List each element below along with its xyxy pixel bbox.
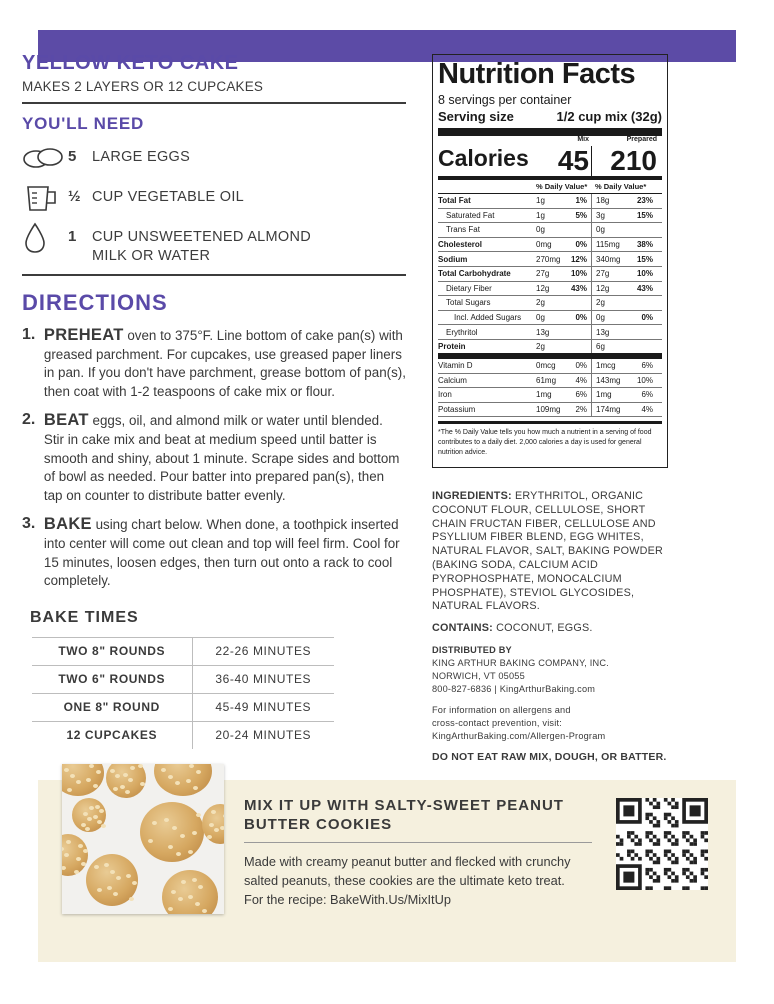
- prepared-amount: 6g: [591, 340, 629, 353]
- nutrient-row: [438, 374, 662, 389]
- distributor-contact: 800-827-6836 | KingArthurBaking.com: [432, 683, 596, 694]
- nutrient-row: [438, 296, 662, 311]
- step-head: BAKE: [43, 515, 92, 534]
- mix-dv: 10%: [570, 269, 587, 279]
- prepared-amount: 1mcg: [591, 359, 629, 373]
- nutrient-rows: [438, 194, 662, 417]
- nutrient-row: [438, 311, 662, 326]
- calories-prepared: 210: [610, 145, 657, 176]
- divider: [22, 274, 406, 276]
- prepared-amount: 174mg: [591, 403, 629, 417]
- prepared-dv: 6%: [641, 390, 653, 400]
- mix-amount: 109mg: [536, 405, 561, 415]
- nutrient-name: Iron: [438, 390, 452, 400]
- prepared-dv: 4%: [641, 405, 653, 415]
- directions-heading: DIRECTIONS: [22, 290, 168, 315]
- step-number: 2.: [22, 411, 36, 429]
- mix-amount: 0mg: [536, 240, 552, 250]
- prepared-column-label: Prepared: [626, 136, 657, 143]
- mix-dv: 43%: [570, 283, 587, 293]
- mix-amount: 0g: [536, 313, 545, 323]
- raw-dough-warning: DO NOT EAT RAW MIX, DOUGH, OR BATTER.: [432, 750, 667, 763]
- prepared-dv: 15%: [636, 254, 653, 264]
- step-number: 1.: [22, 326, 36, 343]
- ingredient-row: [22, 142, 406, 174]
- cookies-photo: [62, 764, 224, 914]
- step-number: 3.: [22, 515, 36, 533]
- prepared-amount: 12g: [591, 282, 629, 296]
- prepared-dv: 23%: [636, 196, 653, 206]
- prepared-amount: 3g: [591, 209, 629, 223]
- step-text: eggs, oil, and almond milk or water until blended. Stir in cake mix and beat at medium speed until batter is smooth and shiny, about 1 minute. Scrape sides and bottom of bowl as needed. Pour batter into prepared pan(s), then tap on counter to distribute batter evenly.: [43, 413, 400, 503]
- mix-dv: 4%: [575, 375, 587, 385]
- ingredient-row: [22, 182, 406, 214]
- mix-amount: 0mcg: [536, 361, 556, 371]
- allergen-block: [432, 704, 672, 743]
- prepared-amount: 0g: [591, 311, 629, 325]
- mix-amount: 13g: [536, 327, 550, 337]
- allergen-line: cross-contact prevention, visit:: [432, 717, 562, 728]
- contains-block: [432, 622, 672, 636]
- mix-amount: 1mg: [536, 390, 552, 400]
- promo-divider: [244, 842, 592, 843]
- mix-column-label: Mix: [577, 136, 589, 143]
- nutrient-row: [438, 325, 662, 340]
- mix-amount: 61mg: [536, 375, 557, 385]
- mix-amount: 0g: [536, 225, 545, 235]
- direction-step: [22, 515, 406, 590]
- nutrient-name: Dietary Fiber: [446, 283, 492, 293]
- nutrient-name: Protein: [438, 341, 466, 351]
- promo-title: MIX IT UP WITH SALTY-SWEET PEANUT BUTTER COOKIES: [244, 797, 564, 833]
- ingredient-text: CUP VEGETABLE OIL: [92, 189, 245, 205]
- nutrient-row: [438, 388, 662, 403]
- contains-label: CONTAINS:: [432, 622, 493, 635]
- ingredients-label: INGREDIENTS:: [432, 490, 512, 502]
- bake-times-heading: BAKE TIMES: [30, 608, 139, 626]
- mix-dv: 12%: [570, 254, 587, 264]
- daily-value-header: [438, 180, 662, 194]
- recipe-yield: MAKES 2 LAYERS OR 12 CUPCAKES: [22, 79, 264, 94]
- mix-amount: 27g: [536, 269, 550, 279]
- recipe-title: YELLOW KETO CAKE: [22, 52, 239, 74]
- nutrient-name: Incl. Added Sugars: [454, 313, 522, 323]
- nutrient-name: Total Fat: [438, 196, 471, 206]
- time-cell: 20-24 MINUTES: [215, 728, 312, 743]
- mix-dv: 0%: [575, 313, 587, 323]
- pan-cell: ONE 8" ROUND: [32, 693, 192, 721]
- contains-text: COCONUT, EGGS.: [492, 622, 593, 635]
- dv-label-mix: % Daily Value*: [536, 182, 588, 191]
- prepared-dv: 38%: [636, 240, 653, 250]
- nutrient-name: Trans Fat: [446, 225, 480, 235]
- nutrient-row: [438, 403, 662, 418]
- step-text: oven to 375°F. Line bottom of cake pan(s) with greased parchment. For cupcakes, use greased paper liners in pan. If you don't have parchment, grease bottom of pan(s), then coat with 1-2 teaspoons of cake mix or flour.: [43, 328, 406, 399]
- time-cell: 22-26 MINUTES: [192, 637, 334, 665]
- nutrient-name: Saturated Fat: [446, 210, 495, 220]
- eggs-icon: [22, 142, 68, 174]
- prepared-dv: 10%: [636, 375, 653, 385]
- mix-dv: 1%: [575, 196, 587, 206]
- prepared-amount: 115mg: [591, 238, 629, 252]
- nutrient-row: [438, 194, 662, 209]
- prepared-dv: 6%: [641, 361, 653, 371]
- table-row: [32, 637, 334, 665]
- table-row: [32, 665, 334, 693]
- ingredient-qty: 1: [68, 228, 77, 245]
- product-info: [432, 490, 672, 765]
- prepared-dv: 10%: [636, 269, 653, 279]
- step-head: PREHEAT: [43, 326, 124, 344]
- nutrient-row: [438, 223, 662, 238]
- prepared-amount: 27g: [591, 267, 629, 281]
- allergen-line: For information on allergens and: [432, 704, 571, 715]
- prepared-amount: 13g: [591, 325, 629, 339]
- prepared-amount: 18g: [591, 194, 629, 208]
- measuring-cup-icon: [22, 182, 68, 214]
- nutrition-facts-panel: [432, 54, 668, 468]
- distributor-block: [432, 644, 672, 696]
- prepared-amount: 1mg: [591, 388, 629, 402]
- bake-times-table: [32, 637, 334, 750]
- table-row: [32, 721, 334, 749]
- mix-amount: 12g: [536, 283, 550, 293]
- ingredient-text: LARGE EGGS: [92, 149, 191, 165]
- nutrient-row: [438, 252, 662, 267]
- serving-size-value: 1/2 cup mix (32g): [556, 109, 662, 124]
- prepared-amount: 143mg: [591, 374, 629, 388]
- pan-cell: TWO 6" ROUNDS: [32, 665, 192, 693]
- mix-amount: 2g: [536, 298, 545, 308]
- ingredient-text: CUP UNSWEETENED ALMOND MILK OR WATER: [92, 229, 312, 264]
- pan-cell: TWO 8" ROUNDS: [32, 637, 192, 665]
- step-head: BEAT: [43, 411, 89, 430]
- table-row: [32, 693, 334, 721]
- qr-code-icon[interactable]: [616, 798, 708, 890]
- recipe-column: [22, 52, 406, 749]
- mix-dv: 0%: [575, 361, 587, 371]
- nutrient-name: Calcium: [438, 375, 467, 385]
- direction-step: [22, 326, 406, 401]
- nutrition-footnote: *The % Daily Value tells you how much a nutrient in a serving of food contributes to a daily diet. 2,000 calories a day is used for general nutrition advice.: [438, 421, 662, 458]
- servings-per-container: 8 servings per container: [438, 93, 572, 107]
- nutrient-row: [438, 267, 662, 282]
- promo-body: Made with creamy peanut butter and flecked with crunchy salted peanuts, these cookies are the ultimate keto treat. For the recipe: BakeWith.Us/MixItUp: [244, 854, 571, 907]
- ingredients-text: ERYTHRITOL, ORGANIC COCONUT FLOUR, CELLULOSE, SHORT CHAIN FRUCTAN FIBER, CELLULOSE AND PSYLLIUM FIBER BLEND, EGG WHITES, NATURAL FLAVOR, SALT, BAKING POWDER (BAKING SODA, CALCIUM ACID PYROPHOSPHATE, MONOCALCIUM PHOSPHATE), STEVIOL GLYCOSIDES, NATURAL FLAVORS.: [432, 490, 663, 613]
- ingredient-row: [22, 222, 406, 262]
- mix-dv: 6%: [575, 390, 587, 400]
- distributor-address: NORWICH, VT 05055: [432, 670, 525, 681]
- nutrient-row: [438, 209, 662, 224]
- nutrient-name: Cholesterol: [438, 240, 483, 250]
- time-cell: 45-49 MINUTES: [192, 693, 334, 721]
- distributor-name: KING ARTHUR BAKING COMPANY, INC.: [432, 657, 609, 668]
- divider: [22, 102, 406, 104]
- serving-size-label: Serving size: [438, 109, 514, 124]
- prepared-amount: 2g: [591, 296, 629, 310]
- prepared-dv: 43%: [636, 283, 653, 293]
- prepared-dv: 15%: [636, 210, 653, 220]
- mix-amount: 1g: [536, 210, 545, 220]
- allergen-url: KingArthurBaking.com/Allergen-Program: [432, 730, 606, 741]
- nutrient-name: Total Sugars: [446, 298, 491, 308]
- step-text: using chart below. When done, a toothpick inserted into center will come out clean and top will feel firm. Cool for 15 minutes, loosen edges, then turn out onto a rack to cool completely.: [43, 517, 400, 589]
- dv-label-prepared: % Daily Value*: [595, 182, 647, 191]
- time-cell: 36-40 MINUTES: [192, 665, 334, 693]
- mix-dv: 5%: [575, 210, 587, 220]
- nutrient-name: Vitamin D: [438, 361, 473, 371]
- mix-dv: 2%: [575, 405, 587, 415]
- calories-label: Calories: [438, 145, 529, 171]
- calories-mix: 45: [557, 145, 589, 176]
- mix-dv: 0%: [575, 240, 587, 250]
- you-need-heading: YOU'LL NEED: [22, 114, 145, 133]
- nutrient-name: Potassium: [438, 405, 476, 415]
- mix-amount: 2g: [536, 341, 545, 351]
- nutrient-name: Sodium: [438, 254, 468, 264]
- ingredient-qty: 5: [68, 148, 77, 165]
- direction-step: [22, 411, 406, 505]
- calories-row: [438, 136, 662, 180]
- nutrient-name: Erythritol: [446, 327, 478, 337]
- mix-amount: 270mg: [536, 254, 561, 264]
- nutrient-name: Total Carbohydrate: [438, 269, 511, 279]
- distributed-label: DISTRIBUTED BY: [432, 644, 512, 655]
- ingredient-qty: ½: [68, 188, 81, 205]
- pan-cell: 12 CUPCAKES: [32, 721, 192, 749]
- nutrient-row: [438, 340, 662, 359]
- prepared-dv: 0%: [641, 313, 653, 323]
- mix-amount: 1g: [536, 196, 545, 206]
- nutrient-row: [438, 282, 662, 297]
- nutrient-row: [438, 238, 662, 253]
- prepared-amount: 0g: [591, 223, 629, 237]
- serving-size-row: [438, 109, 662, 136]
- prepared-amount: 340mg: [591, 252, 629, 266]
- drop-icon: [22, 222, 68, 254]
- nutrition-title: Nutrition Facts: [438, 58, 636, 90]
- ingredients-block: [432, 490, 672, 614]
- nutrient-row: [438, 359, 662, 374]
